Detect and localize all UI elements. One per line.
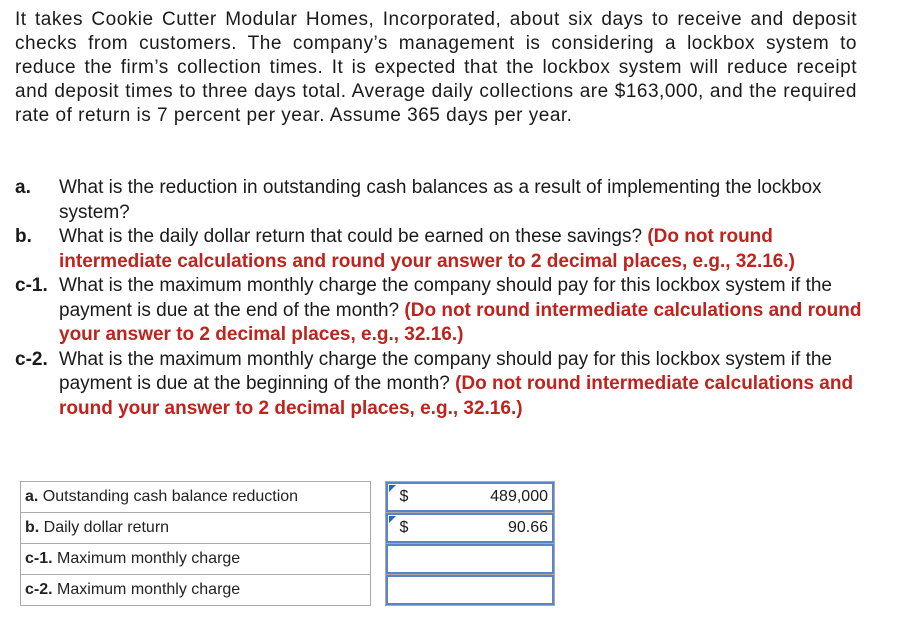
- question-c2: [15, 348, 865, 422]
- question-b: [15, 225, 865, 274]
- answer-label-prefix: c-1.: [25, 550, 53, 567]
- answer-row-c1: [21, 544, 555, 575]
- answer-label: [21, 482, 371, 513]
- question-body: What is the maximum monthly charge the company should pay for this lockbox system if the payment is due at the beginning of the month?: [59, 348, 832, 394]
- answer-row-c2: [21, 575, 555, 606]
- question-label: c-1.: [15, 275, 48, 296]
- question-body: What is the maximum monthly charge the company should pay for this lockbox system if the payment is due at the end of the month?: [59, 275, 832, 321]
- answer-marker-icon: [389, 516, 396, 523]
- question-label: b.: [15, 226, 32, 247]
- answer-label-prefix: c-2.: [25, 581, 53, 598]
- answer-label-text: Maximum monthly charge: [57, 581, 241, 598]
- answer-table: [20, 481, 555, 606]
- question-c1: [15, 274, 865, 348]
- rounding-note: (Do not round intermediate calculations and round your answer to 2 decimal places, e.g., 32.16.): [59, 226, 795, 272]
- question-text: [59, 225, 865, 274]
- answer-input-a[interactable]: [386, 482, 554, 512]
- answer-input-c1[interactable]: [386, 544, 554, 574]
- spacer-cell: [371, 544, 386, 575]
- answer-field[interactable]: [386, 544, 555, 575]
- answer-row-a: [21, 482, 555, 513]
- problem-intro: It takes Cookie Cutter Modular Homes, Incorporated, about six days to receive and deposit checks from customers. The company’s management is considering a lockbox system to reduce the firm’s collection times. It is expected that the lockbox system will reduce receipt and deposit times to three days total. Average daily collections are $163,000, and the required rate of return is 7 percent per year. Assume 365 days per year.: [15, 9, 857, 126]
- answer-label-text: Daily dollar return: [43, 519, 170, 536]
- rounding-note: (Do not round intermediate calculations and round your answer to 2 decimal places, e.g., 32.16.): [59, 373, 854, 419]
- currency-symbol: $: [399, 488, 409, 505]
- question-label: a.: [15, 177, 31, 198]
- answer-label: [21, 513, 371, 544]
- spacer-cell: [371, 575, 386, 606]
- answer-field[interactable]: [386, 513, 555, 544]
- answer-label-prefix: b.: [25, 519, 40, 536]
- answer-label: [21, 575, 371, 606]
- answer-label: [21, 544, 371, 575]
- answer-label-prefix: a.: [25, 488, 39, 505]
- answer-field[interactable]: [386, 482, 555, 513]
- answer-field[interactable]: [386, 575, 555, 606]
- answer-label-text: Maximum monthly charge: [57, 550, 241, 567]
- answer-row-b: [21, 513, 555, 544]
- answer-marker-icon: [389, 485, 396, 492]
- answer-value[interactable]: 489,000: [490, 488, 548, 505]
- question-text: [59, 274, 865, 348]
- question-body: What is the daily dollar return that could be earned on these savings?: [59, 226, 643, 247]
- answer-label-text: Outstanding cash balance reduction: [42, 488, 299, 505]
- question-text: [59, 348, 865, 422]
- answer-input-b[interactable]: [386, 513, 554, 543]
- question-body: What is the reduction in outstanding cash balances as a result of implementing the lockbox system?: [59, 177, 822, 223]
- question-text: [59, 176, 865, 225]
- question-a: [15, 176, 865, 225]
- answer-value[interactable]: 90.66: [507, 519, 548, 536]
- question-list: [15, 176, 865, 421]
- rounding-note: (Do not round intermediate calculations and round your answer to 2 decimal places, e.g., 32.16.): [59, 299, 862, 345]
- currency-symbol: $: [399, 519, 409, 536]
- spacer-cell: [371, 513, 386, 544]
- spacer-cell: [371, 482, 386, 513]
- answer-input-c2[interactable]: [386, 575, 554, 605]
- question-label: c-2.: [15, 348, 48, 370]
